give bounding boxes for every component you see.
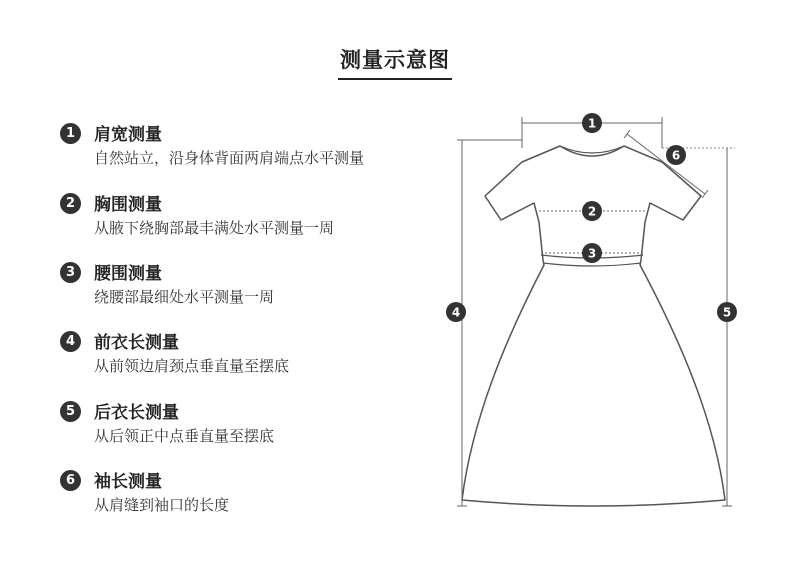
number-badge: 3 xyxy=(60,262,81,283)
item-title: 袖长测量 xyxy=(94,472,162,492)
number-badge: 2 xyxy=(60,193,81,214)
item-title: 胸围测量 xyxy=(94,195,162,215)
number-badge: 5 xyxy=(60,401,81,422)
number-badge: 1 xyxy=(60,123,81,144)
item-title: 前衣长测量 xyxy=(94,333,179,353)
item-description: 自然站立，沿身体背面两肩端点水平测量 xyxy=(94,149,365,167)
number-badge: 4 xyxy=(60,331,81,352)
marker-4 xyxy=(446,302,466,322)
marker-5 xyxy=(717,302,737,322)
marker-3 xyxy=(582,243,602,263)
item-description: 从前领边肩颈点垂直量至摆底 xyxy=(94,357,290,375)
marker-6 xyxy=(666,145,686,165)
item-title: 腰围测量 xyxy=(94,264,162,284)
svg-text:4: 4 xyxy=(451,305,461,320)
marker-1 xyxy=(582,113,602,133)
svg-text:3: 3 xyxy=(587,246,597,261)
item-title: 肩宽测量 xyxy=(94,125,162,145)
svg-text:5: 5 xyxy=(722,305,732,320)
marker-2 xyxy=(582,201,602,221)
item-description: 绕腰部最细处水平测量一周 xyxy=(94,288,275,306)
item-title: 后衣长测量 xyxy=(94,403,179,423)
svg-text:1: 1 xyxy=(587,116,597,131)
dress-outline xyxy=(462,146,725,506)
svg-text:2: 2 xyxy=(587,204,597,219)
svg-text:6: 6 xyxy=(671,148,681,163)
page-title: 测量示意图 xyxy=(340,48,450,72)
item-description: 从腋下绕胸部最丰满处水平测量一周 xyxy=(94,219,335,237)
number-badge: 6 xyxy=(60,470,81,491)
item-description: 从后领正中点垂直量至摆底 xyxy=(94,427,275,445)
item-description: 从肩缝到袖口的长度 xyxy=(94,496,230,514)
